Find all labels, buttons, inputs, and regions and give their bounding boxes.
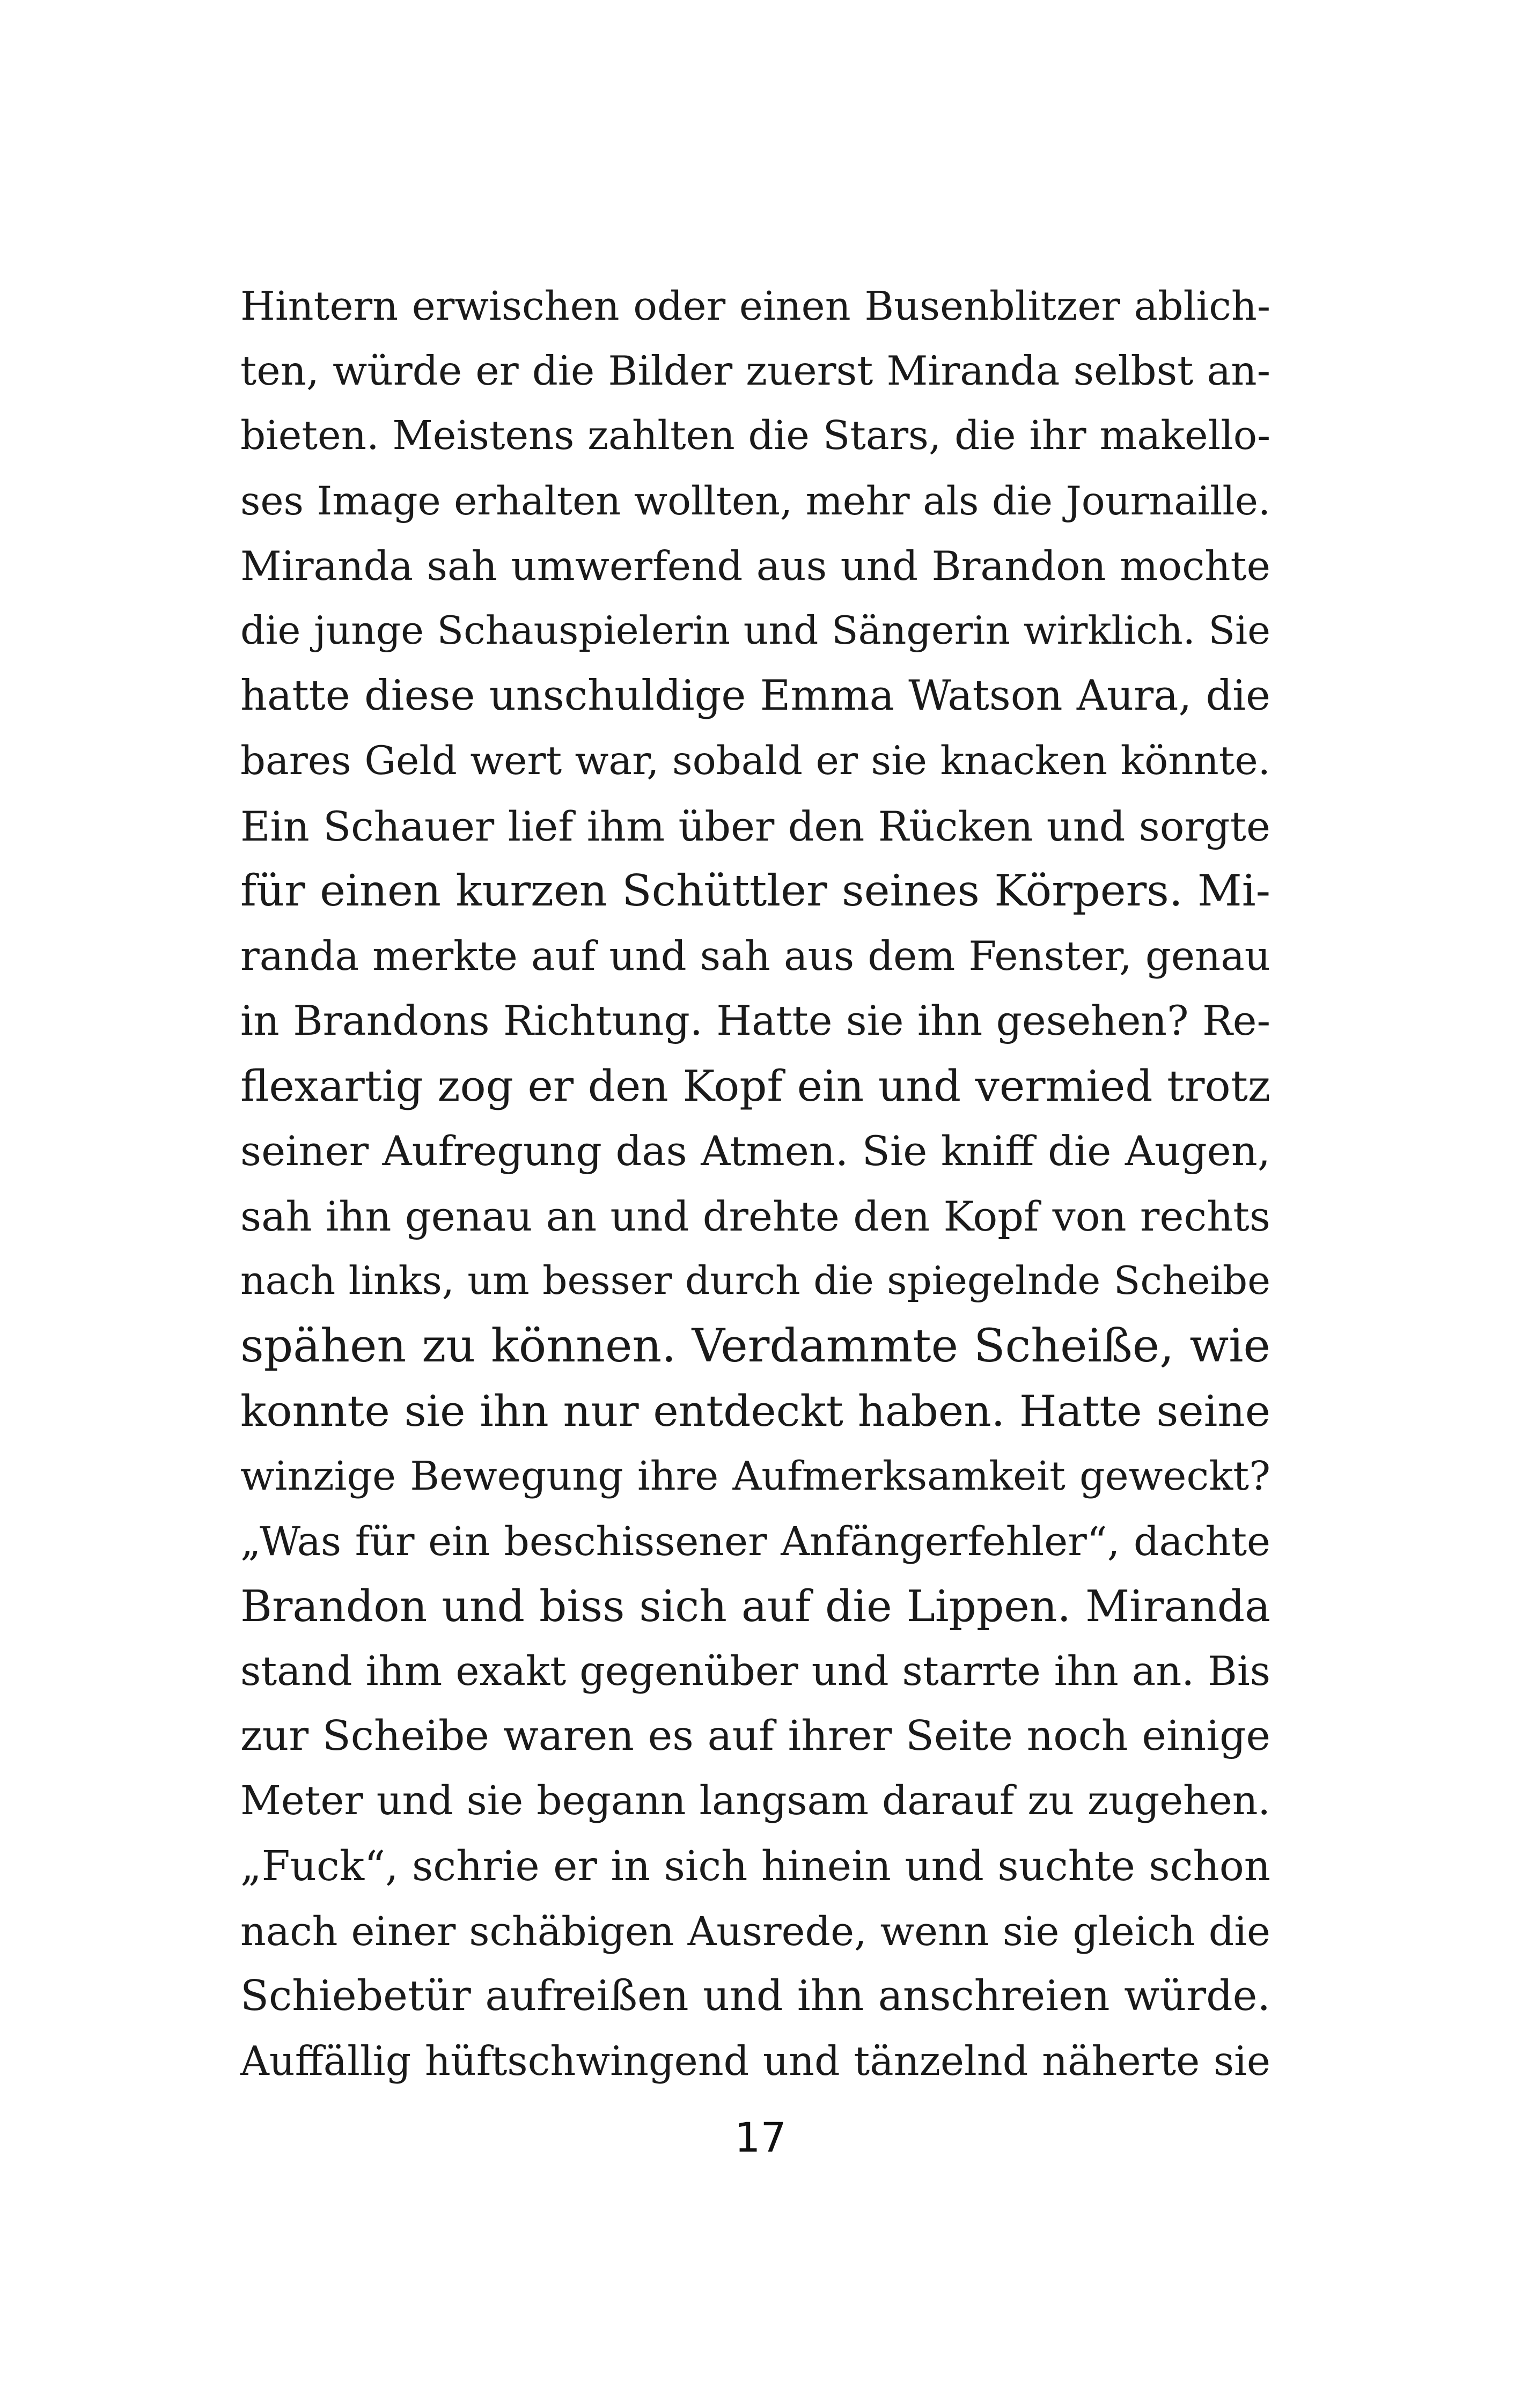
- text-line: Miranda sah umwerfend aus und Brandon mochte: [240, 542, 1270, 590]
- text-line: Brandon und biss sich auf die Lippen. Miranda: [240, 1580, 1270, 1631]
- text-line: bieten. Meistens zahlten die Stars, die ihr makello-: [240, 413, 1270, 459]
- text-line: für einen kurzen Schüttler seines Körpers. Mi-: [240, 865, 1270, 916]
- text-line: winzige Bewegung ihre Aufmerksamkeit geweckt?: [240, 1453, 1270, 1500]
- text-line: in Brandons Richtung. Hatte sie ihn gesehen? Re-: [240, 997, 1270, 1045]
- page-number: 17: [734, 2114, 787, 2161]
- text-line: seiner Aufregung das Atmen. Sie kniff die Augen,: [240, 1127, 1270, 1175]
- text-line: ses Image erhalten wollten, mehr als die Journaille.: [240, 478, 1270, 524]
- text-line: stand ihm exakt gegenüber und starrte ihn an. Bis: [240, 1647, 1270, 1695]
- text-line: konnte sie ihn nur entdeckt haben. Hatte seine: [240, 1386, 1270, 1437]
- text-line: Hintern erwischen oder einen Busenblitzer ablich-: [240, 283, 1270, 329]
- text-line: spähen zu können. Verdammte Scheiße, wie: [240, 1320, 1270, 1373]
- text-line: Auffällig hüftschwingend und tänzelnd näherte sie: [240, 2038, 1270, 2085]
- text-line: Meter und sie begann langsam darauf zu zugehen.: [240, 1778, 1270, 1824]
- text-line: nach links, um besser durch die spiegelnde Scheibe: [240, 1258, 1270, 1304]
- text-line: zur Scheibe waren es auf ihrer Seite noch einige: [240, 1712, 1270, 1761]
- text-line: Ein Schauer lief ihm über den Rücken und sorgte: [240, 802, 1270, 850]
- text-line: randa merkte auf und sah aus dem Fenster, genau: [240, 932, 1270, 980]
- body-text: [240, 274, 1270, 2094]
- text-line: nach einer schäbigen Ausrede, wenn sie gleich die: [240, 1908, 1270, 1955]
- text-line: ten, würde er die Bilder zuerst Miranda selbst an-: [240, 347, 1270, 395]
- text-line: bares Geld wert war, sobald er sie knacken könnte.: [240, 738, 1270, 784]
- text-line: „Fuck“, schrie er in sich hinein und suchte schon: [240, 1842, 1270, 1890]
- text-line: flexartig zog er den Kopf ein und vermied trotz: [240, 1061, 1270, 1111]
- text-line: die junge Schauspielerin und Sängerin wirklich. Sie: [240, 608, 1270, 653]
- text-line: Schiebetür aufreißen und ihn anschreien würde.: [240, 1971, 1270, 2020]
- text-line: „Was für ein beschissener Anfängerfehler“, dachte: [240, 1518, 1270, 1565]
- text-line: sah ihn genau an und drehte den Kopf von rechts: [240, 1192, 1270, 1240]
- text-line: hatte diese unschuldige Emma Watson Aura, die: [240, 672, 1270, 720]
